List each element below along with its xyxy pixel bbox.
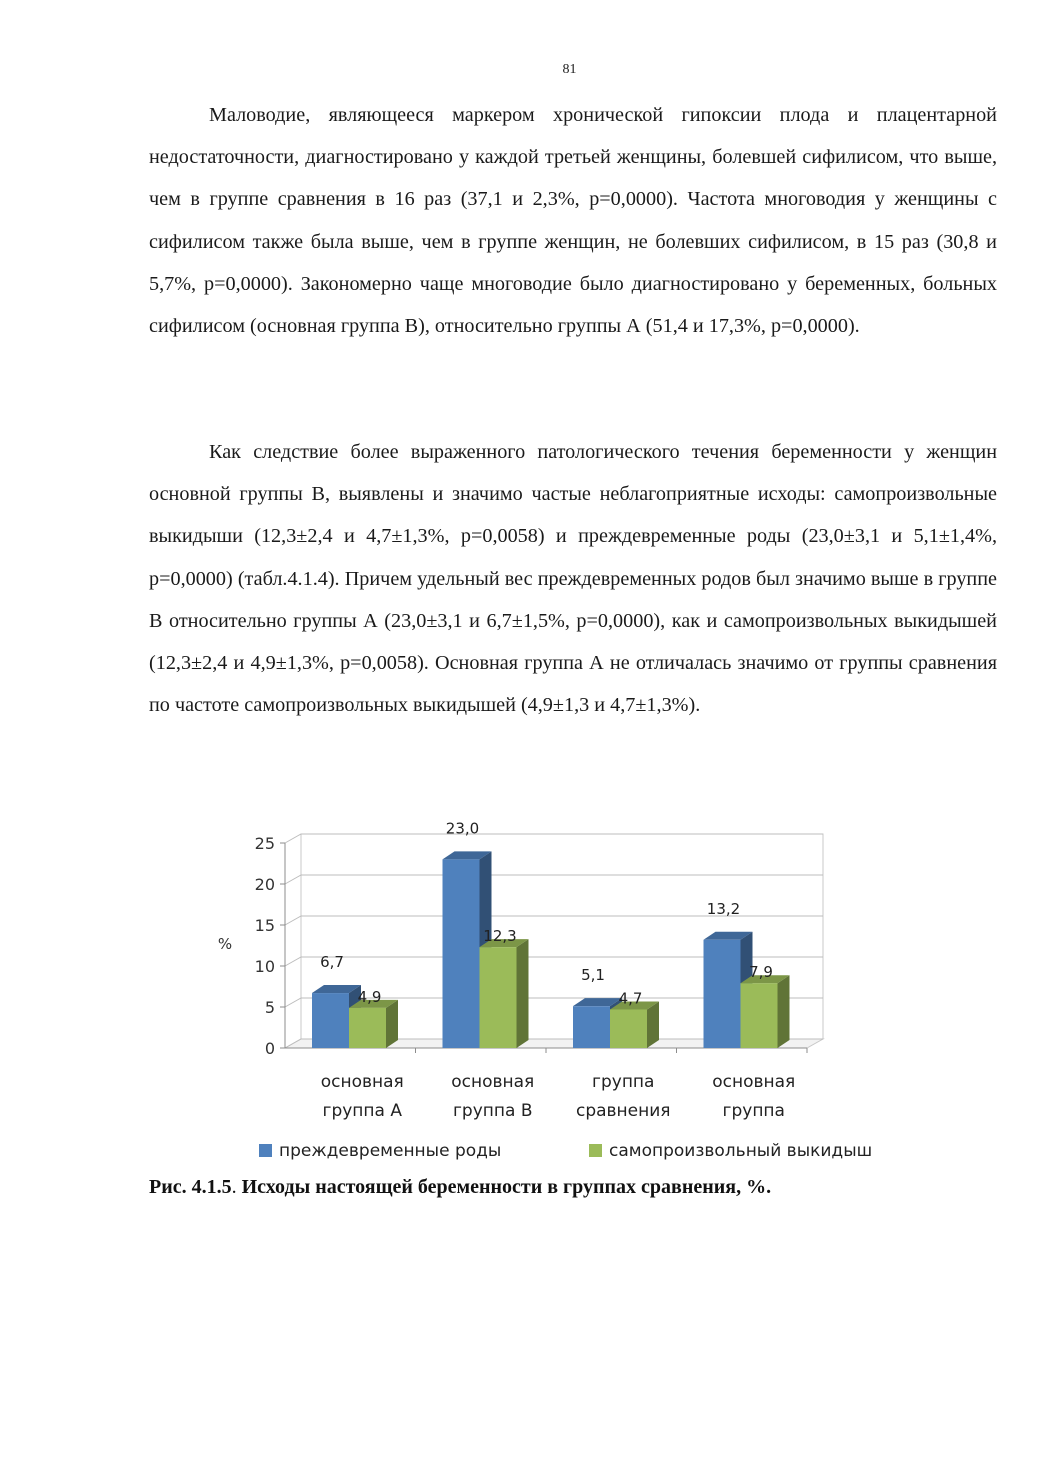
figure-caption	[149, 1176, 1009, 1199]
data-label: 12,3	[483, 927, 517, 946]
bar	[480, 947, 517, 1048]
legend-label: преждевременные роды	[279, 1141, 502, 1161]
y-tick-label: 20	[254, 875, 275, 894]
bar	[704, 940, 741, 1048]
paragraph-pregnancy-outcomes: Как следствие более выраженного патологического течения беременности у женщин основной группы В, выявлены и значимо частые неблагоприятные исходы: самопроизвольные выкидыши (12,3±2,4 и 4,7±1,3%, p=0,0058) и преждевременные роды (23,0±3,1 и 5,1±1,4%, p=0,0000) (табл.4.1.4). Причем удельный вес преждевременных родов был значимо выше в группе В относительно группы А (23,0±3,1 и 6,7±1,5%, p=0,0000), как и самопроизвольных выкидышей (12,3±2,4 и 4,9±1,3%, p=0,0058). Основная группа А не отличалась значимо от группы сравнения по частоте самопроизвольных выкидышей (4,9±1,3 и 4,7±1,3%).	[149, 441, 997, 717]
y-tick-label: 10	[254, 957, 275, 976]
bar	[573, 1006, 610, 1048]
bar	[312, 993, 349, 1048]
legend-swatch	[589, 1144, 602, 1157]
pregnancy-outcomes-chart	[205, 820, 945, 1170]
data-label: 6,7	[320, 953, 344, 972]
figure-number: Рис. 4.1.5	[149, 1176, 232, 1198]
bar	[741, 983, 778, 1048]
data-label: 5,1	[581, 966, 605, 985]
x-category-label: основная	[712, 1072, 796, 1092]
caption-text: Исходы настоящей беременности в группах сравнения, %.	[241, 1176, 772, 1198]
legend-swatch	[259, 1144, 272, 1157]
y-tick-label: 5	[264, 998, 275, 1017]
y-tick-label: 15	[254, 916, 275, 935]
bar-side	[386, 1000, 398, 1048]
x-category-label: основная	[451, 1072, 535, 1092]
bar-side	[517, 939, 529, 1048]
x-category-label: группа	[592, 1072, 655, 1092]
bar	[349, 1008, 386, 1048]
bar-side	[647, 1001, 659, 1048]
x-category-label: сравнения	[575, 1101, 671, 1121]
x-category-label: группа В	[453, 1101, 533, 1121]
paragraph-oligohydramnios: Маловодие, являющееся маркером хронической гипоксии плода и плацентарной недостаточности, диагностировано у каждой третьей женщины, болевшей сифилисом, что выше, чем в группе сравнения в 16 раз (37,1 и 2,3%, p=0,0000). Частота многоводия у женщины с сифилисом также была выше, чем в группе женщин, не болевших сифилисом, в 15 раз (30,8 и 5,7%, p=0,0000). Закономерно чаще многоводие было диагностировано у беременных, больных сифилисом (основная группа В), относительно группы А (51,4 и 17,3%, p=0,0000).	[149, 104, 997, 338]
chart-canvas	[205, 820, 945, 1170]
data-label: 7,9	[749, 963, 773, 982]
caption-separator: .	[231, 1176, 242, 1198]
bar	[443, 859, 480, 1048]
data-label: 4,9	[357, 987, 382, 1006]
data-label: 23,0	[445, 820, 480, 838]
x-category-label: группа А	[322, 1101, 402, 1121]
y-tick-label: 0	[264, 1039, 275, 1058]
y-axis-title: %	[217, 935, 233, 953]
x-category-label: группа	[722, 1101, 785, 1121]
legend-label: самопроизвольный выкидыш	[609, 1141, 873, 1161]
page-number: 81	[562, 62, 577, 77]
data-label: 4,7	[618, 989, 643, 1008]
x-category-label: основная	[320, 1072, 404, 1092]
bar	[610, 1009, 647, 1048]
y-tick-label: 25	[254, 834, 275, 853]
data-label: 13,2	[706, 899, 741, 918]
bar-side	[778, 975, 790, 1048]
